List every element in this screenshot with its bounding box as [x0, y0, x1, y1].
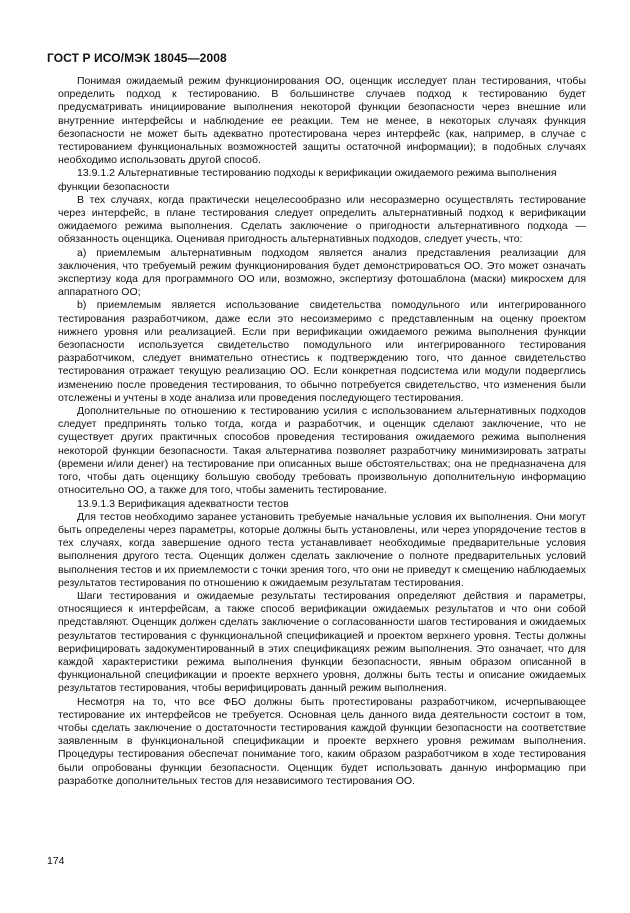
- paragraph: Дополнительные по отношению к тестированию усилия с использованием альтернативных подходов следует предпринять только тогда, когда и разработчик, и оценщик сделают заключение, что не существует других практичных способов проведения тестирования ожидаемого режима выполнения некоторой функции безопасности. Такая альтернатива позволяет разработчику минимизировать затраты (времени и/или денег) на тестирование при описанных выше обстоятельствах; она не предназначена для того, чтобы дать оценщику большую свободу требовать произвольную дополнительную информацию относительно ОО, а также для того, чтобы заменить тестирование.: [58, 405, 586, 497]
- page-header-title: ГОСТ Р ИСО/МЭК 18045—2008: [47, 51, 227, 65]
- list-item-b: b) приемлемым является использование свидетельства помодульного или интегрированного тестирования разработчиком, даже если это несоизмеримо с представленным на оценку проектом нижнего уровня или реализацией. Если при верификации ожидаемого режима выполнения функции безопасности используется свидетельство помодульного или интегрированного тестирования разработчиком, следует внимательно отнестись к подтверждению того, что данное свидетельство тестирования отражает текущую реализацию ОО. Если конкретная подсистема или модули подверглись изменению после проведения тестирования, то обычно потребуется свидетельство, что изменения были отслежены и учтены в ходе анализа или проведения последующего тестирования.: [58, 299, 586, 404]
- paragraph: Понимая ожидаемый режим функционирования ОО, оценщик исследует план тестирования, чтобы определить подход к тестированию. В большинстве случаев подход к тестированию будет предусматривать инициирование выполнения некоторой функции безопасности через внешние или внутренние интерфейсы и наблюдение ее реакции. Тем не менее, в некоторых случаях функция безопасности не может быть адекватно протестирована через интерфейс (как, например, в случае с тестированием функциональных возможностей защиты остаточной информации); в подобных случаях необходимо использовать другой способ.: [58, 75, 586, 167]
- paragraph: В тех случаях, когда практически нецелесообразно или несоразмерно осуществлять тестирование через интерфейс, в плане тестирования следует определить альтернативный подход к верификации ожидаемого режима выполнения. Сделать заключение о пригодности альтернативного подхода — обязанность оценщика. Оценивая пригодность альтернативных подходов, следует учесть, что:: [58, 193, 586, 246]
- body-text: [58, 75, 586, 788]
- list-item-a: a) приемлемым альтернативным подходом является анализ представления реализации для заключения, что требуемый режим функционирования будет демонстрироваться ОО. Это может означать экспертизу кода для программного ОО или, возможно, экспертизу фотошаблона (маски) микросхем для аппаратного ОО;: [58, 246, 586, 299]
- paragraph: Для тестов необходимо заранее установить требуемые начальные условия их выполнения. Они могут быть определены через параметры, которые должны быть установлены, или через упорядочение тестов в тех случаях, когда завершение одного теста устанавливает необходимые предварительные условия выполнения другого теста. Оценщик должен сделать заключение о полноте предварительных условий выполнения тестов и их приемлемости с точки зрения того, что они не приведут к смещению наблюдаемых результатов тестирования по отношению к ожидаемым результатам тестирования.: [58, 510, 586, 589]
- section-heading-13-9-1-3: 13.9.1.3 Верификация адекватности тестов: [77, 497, 289, 510]
- paragraph: Несмотря на то, что все ФБО должны быть протестированы разработчиком, исчерпывающее тестирование их интерфейсов не требуется. Основная цель данного вида деятельности состоит в том, чтобы сделать заключение о достаточности тестирования каждой функции безопасности на соответствие заявленным в функциональной спецификации и проекте верхнего уровня режимам выполнения. Процедуры тестирования обеспечат понимание того, каким образом разработчиком в ходе тестирования были опробованы функции безопасности. Оценщик будет использовать данную информацию при разработке дополнительных тестов для независимого тестирования ОО.: [58, 695, 586, 787]
- paragraph: Шаги тестирования и ожидаемые результаты тестирования определяют действия и параметры, относящиеся к интерфейсам, а также способ верификации ожидаемых результатов и что они собой представляют. Оценщик должен сделать заключение о согласованности шагов тестирования и ожидаемых результатов тестирования с функциональной спецификацией и проектом верхнего уровня. Тесты должны верифицировать задокументированный в этих спецификациях режим выполнения. Это означает, что для каждой характеристики режима выполнения функции безопасности, явным образом описанной в функциональной спецификации и проекте верхнего уровня, должны быть тесты и описание ожидаемых результатов тестирования, чтобы верифицировать данный режим выполнения.: [58, 589, 586, 695]
- section-heading-13-9-1-2: 13.9.1.2 Альтернативные тестированию подходы к верификации ожидаемого режима выполнения функции безопасности: [58, 167, 557, 193]
- page-number: 174: [47, 855, 65, 867]
